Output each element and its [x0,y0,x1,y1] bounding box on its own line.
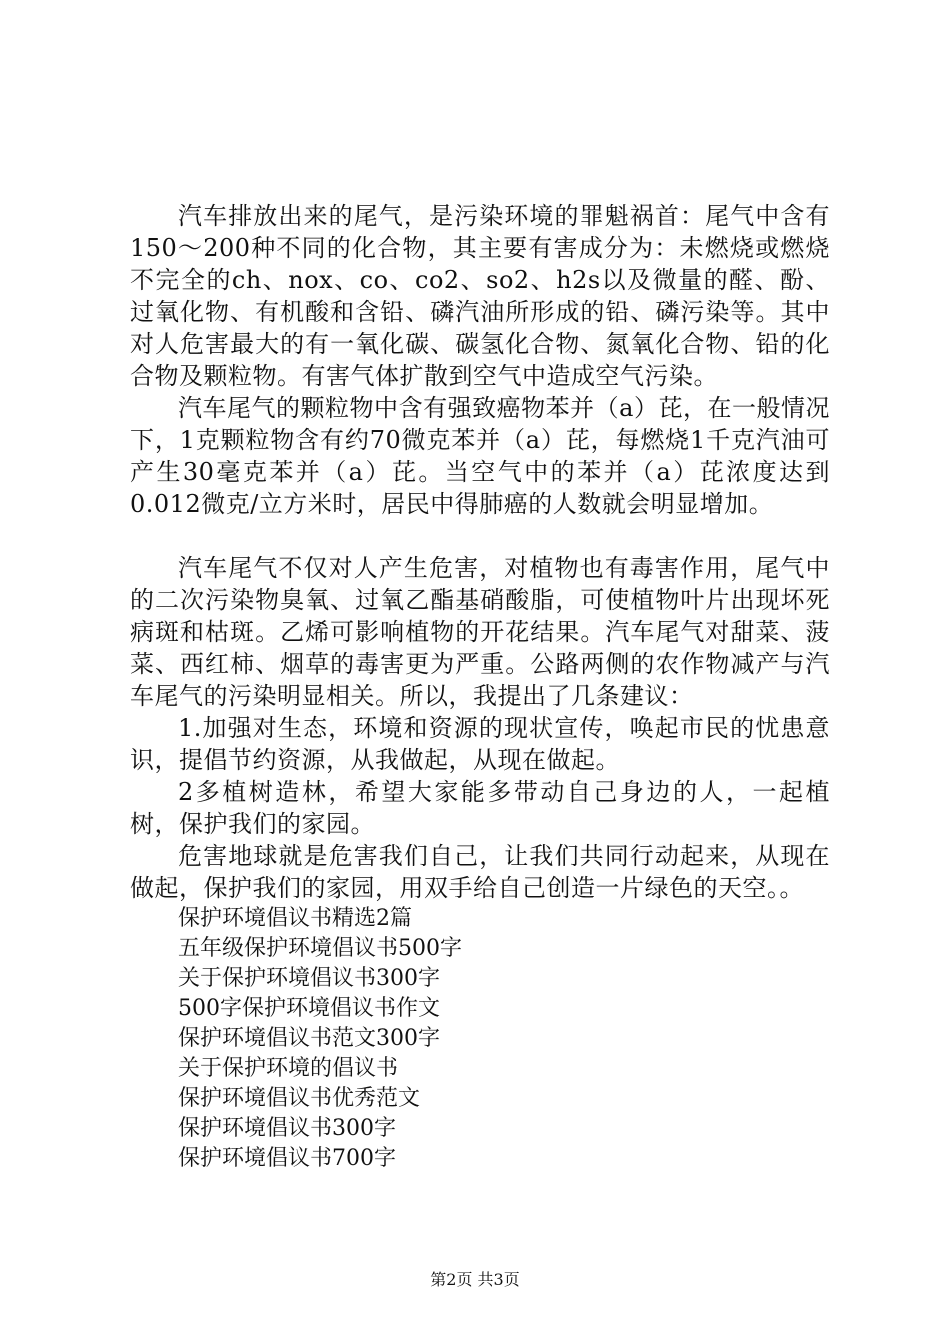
paragraph-suggestion-1: 1.加强对生态，环境和资源的现状宣传，唤起市民的忧患意识，提倡节约资源，从我做起，从现在做起。 [130,714,830,774]
related-link[interactable]: 保护环境倡议书优秀范文 [178,1086,421,1111]
paragraph-gap [130,520,830,552]
paragraph-exhaust-composition: 汽车排放出来的尾气，是污染环境的罪魁祸首：尾气中含有150～200种不同的化合物，其主要有害成分为：未燃烧或燃烧不完全的ch、nox、co、co2、so2、h2s以及微量的醛、酚、过氧化物、有机酸和含铅、磷汽油所形成的铅、磷污染等。其中对人危害最大的有一氧化碳、碳氢化合物、氮氧化合物、铅的化合物及颗粒物。有害气体扩散到空气中造成空气污染。 [130,202,830,390]
related-link[interactable]: 保护环境倡议书300字 [178,1116,396,1141]
paragraph-suggestion-2: 2多植树造林，希望大家能多带动自己身边的人，一起植树，保护我们的家园。 [130,778,830,838]
document-body [130,200,830,1174]
related-links-list [130,904,830,1174]
related-link[interactable]: 500字保护环境倡议书作文 [178,996,440,1021]
related-link[interactable]: 保护环境倡议书范文300字 [178,1026,440,1051]
related-link[interactable]: 保护环境倡议书700字 [178,1146,396,1171]
page-number-footer: 第2页 共3页 [430,1270,520,1289]
related-link[interactable]: 关于保护环境的倡议书 [178,1056,399,1081]
related-link[interactable]: 五年级保护环境倡议书500字 [178,936,462,961]
paragraph-carcinogen: 汽车尾气的颗粒物中含有强致癌物苯并（a）芘，在一般情况下，1克颗粒物含有约70微克苯并（a）芘，每燃烧1千克汽油可产生30毫克苯并（a）芘。当空气中的苯并（a）芘浓度达到0.012微克/立方米时，居民中得肺癌的人数就会明显增加。 [130,394,830,518]
paragraph-plant-harm: 汽车尾气不仅对人产生危害，对植物也有毒害作用，尾气中的二次污染物臭氧、过氧乙酯基硝酸脂，可使植物叶片出现坏死病斑和枯斑。乙烯可影响植物的开花结果。汽车尾气对甜菜、菠菜、西红柿、烟草的毒害更为严重。公路两侧的农作物减产与汽车尾气的污染明显相关。所以，我提出了几条建议： [130,554,830,710]
related-link[interactable]: 关于保护环境倡议书300字 [178,966,440,991]
paragraph-conclusion: 危害地球就是危害我们自己，让我们共同行动起来，从现在做起，保护我们的家园，用双手给自己创造一片绿色的天空。。 [130,842,830,902]
related-link[interactable]: 保护环境倡议书精选2篇 [178,906,412,931]
